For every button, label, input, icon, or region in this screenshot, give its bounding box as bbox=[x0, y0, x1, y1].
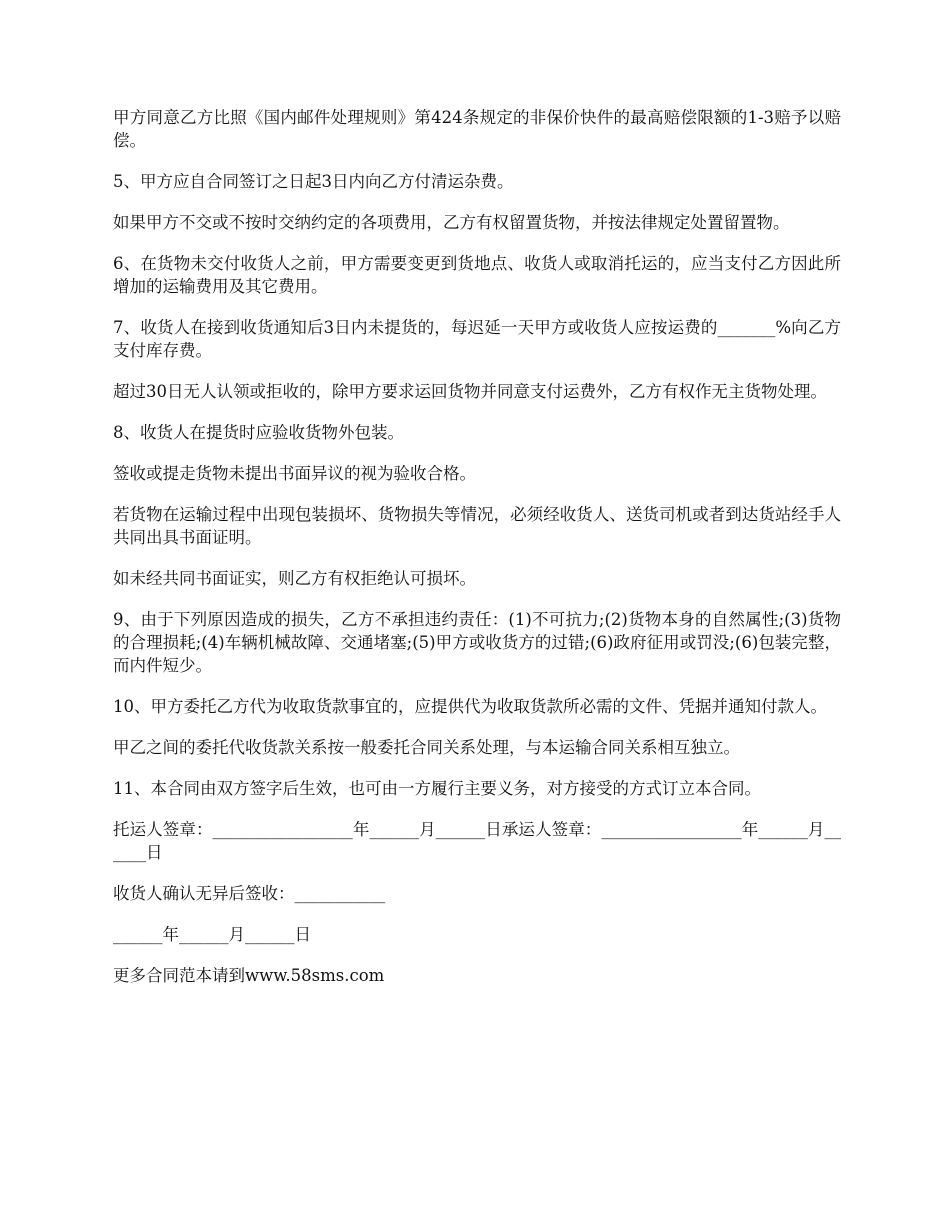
clause-10-collection: 10、甲方委托乙方代为收取货款事宜的，应提供代为收取货款所必需的文件、凭据并通知付款人。 bbox=[113, 697, 827, 716]
signature-line: 托运人签章：_________________年______月______日承运人签章：_________________年______月______日 bbox=[113, 820, 841, 862]
clause-9-exemptions: 9、由于下列原因造成的损失，乙方不承担违约责任：(1)不可抗力;(2)货物本身的自然属性;(3)货物的合理损耗;(4)车辆机械故障、交通堵塞;(5)甲方或收货方的过错;(6)政府征用或罚没;(6)包装完整，而内件短少。 bbox=[113, 610, 841, 675]
date-line: ______年______月______日 bbox=[113, 925, 311, 944]
paragraph-refuse-damage: 如未经共同书面证实，则乙方有权拒绝认可损坏。 bbox=[113, 569, 476, 588]
contract-page bbox=[113, 106, 841, 1005]
footer-more-templates: 更多合同范本请到www.58sms.com bbox=[113, 966, 385, 985]
paragraph-acceptance: 签收或提走货物未提出书面异议的视为验收合格。 bbox=[113, 464, 476, 483]
paragraph-independent-relation: 甲乙之间的委托代收货款关系按一般委托合同关系处理，与本运输合同关系相互独立。 bbox=[113, 738, 740, 757]
paragraph-compensation: 甲方同意乙方比照《国内邮件处理规则》第424条规定的非保价快件的最高赔偿限额的1-3赔予以赔偿。 bbox=[113, 108, 841, 150]
clause-6-change-delivery: 6、在货物未交付收货人之前，甲方需要变更到货地点、收货人或取消托运的，应当支付乙方因此所增加的运输费用及其它费用。 bbox=[113, 254, 841, 296]
clause-8-inspection: 8、收货人在提货时应验收货物外包装。 bbox=[113, 423, 404, 442]
paragraph-damage-proof: 若货物在运输过程中出现包装损坏、货物损失等情况，必须经收货人、送货司机或者到达货站经手人共同出具书面证明。 bbox=[113, 505, 841, 547]
paragraph-lien: 如果甲方不交或不按时交纳约定的各项费用，乙方有权留置货物，并按法律规定处置留置物。 bbox=[113, 213, 790, 232]
clause-5-fee-payment: 5、甲方应自合同签订之日起3日内向乙方付清运杂费。 bbox=[113, 172, 514, 191]
paragraph-unclaimed-goods: 超过30日无人认领或拒收的，除甲方要求运回货物并同意支付运费外，乙方有权作无主货物处理。 bbox=[113, 382, 827, 401]
clause-11-effectiveness: 11、本合同由双方签字后生效，也可由一方履行主要义务，对方接受的方式订立本合同。 bbox=[113, 779, 761, 798]
consignee-signoff-line: 收货人确认无异后签收：___________ bbox=[113, 884, 386, 903]
clause-7-storage-fee: 7、收货人在接到收货通知后3日内未提货的，每迟延一天甲方或收货人应按运费的_______%向乙方支付库存费。 bbox=[113, 318, 841, 360]
